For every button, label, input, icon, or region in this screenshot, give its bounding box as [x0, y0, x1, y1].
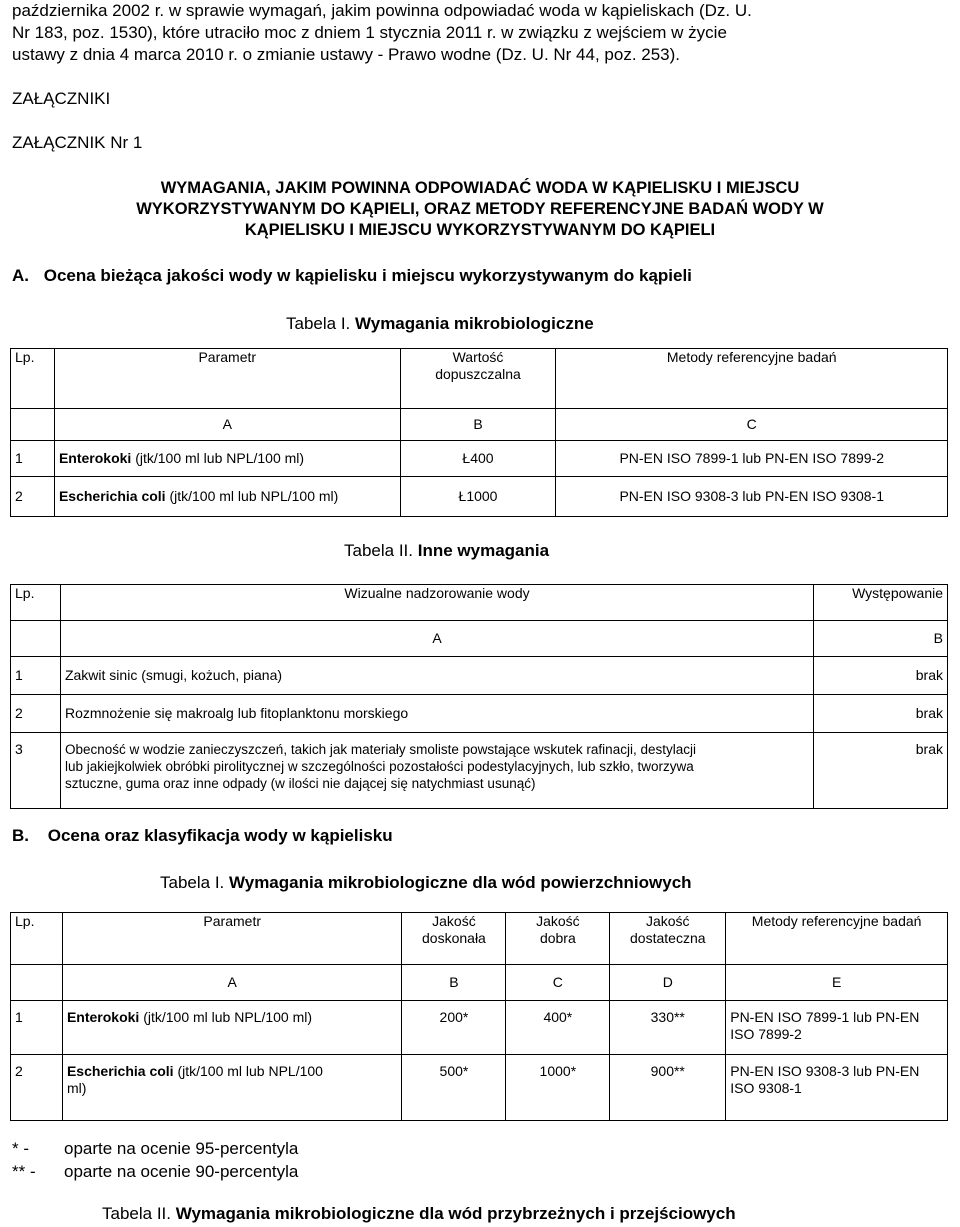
t3-r2-unit-l2: ml)	[66, 1080, 87, 1096]
t2-r2-text: Rozmnożenie się makroalg lub fitoplanktonu morskiego	[60, 695, 813, 733]
t3-r1-method-l1: PN-EN ISO 7899-1 lub PN-EN	[730, 1009, 920, 1025]
t3-r2-name: Escherichia coli	[66, 1063, 174, 1079]
t1-letter-blank	[11, 409, 55, 441]
t1-letter-a: A	[54, 409, 400, 441]
table-row	[11, 657, 948, 695]
t2-r3-lp: 3	[11, 733, 61, 809]
t2-header-lp: Lp.	[11, 585, 61, 621]
table-wody-powierzchniowe	[10, 912, 948, 1121]
t2-header-visual: Wizualne nadzorowanie wody	[60, 585, 813, 621]
t2-r3-text-l1: Obecność w wodzie zanieczyszczeń, takich jak materiały smoliste powstające wskutek rafinacji, destylacji	[64, 742, 696, 757]
footnote-1-mark: * -	[12, 1139, 29, 1158]
heading-zalaczniki: ZAŁĄCZNIKI	[12, 89, 111, 108]
t3-letter-a: A	[62, 965, 402, 1001]
t3-header-j3-l2: dostateczna	[630, 930, 706, 946]
t1-header-value	[400, 349, 556, 409]
t3-header-j1-l1: Jakość	[432, 913, 476, 929]
table-mikrobiologiczne	[10, 348, 948, 517]
t3-r1-unit: (jtk/100 ml lub NPL/100 ml)	[143, 1009, 313, 1025]
footnote-2-mark: ** -	[12, 1162, 36, 1181]
intro-line-3: ustawy z dnia 4 marca 2010 r. o zmianie ustawy - Prawo wodne (Dz. U. Nr 44, poz. 253).	[12, 45, 681, 64]
t3-r2-method	[726, 1055, 948, 1121]
t3-r1-method	[726, 1001, 948, 1055]
section-a-letter: A.	[12, 266, 29, 285]
t1-r2-value: Ł1000	[400, 477, 556, 517]
table-row	[11, 695, 948, 733]
t3-r1-v3: 330**	[610, 1001, 726, 1055]
table3-caption	[160, 873, 692, 893]
table-row	[11, 733, 948, 809]
table-inne-wymagania	[10, 584, 948, 809]
t3-header-param: Parametr	[62, 913, 402, 965]
t1-r1-param	[54, 441, 400, 477]
t3-r1-param	[62, 1001, 402, 1055]
t3-r2-method-l1: PN-EN ISO 9308-3 lub PN-EN	[730, 1063, 920, 1079]
footnotes	[12, 1137, 298, 1183]
t3-letter-b: B	[402, 965, 506, 1001]
table4-caption-prefix: Tabela II.	[102, 1204, 171, 1223]
t3-r2-lp: 2	[11, 1055, 63, 1121]
table-row	[11, 1001, 948, 1055]
t1-header-value-l1: Wartość	[452, 349, 504, 365]
t3-letter-c: C	[506, 965, 610, 1001]
t1-r1-unit: (jtk/100 ml lub NPL/100 ml)	[135, 450, 305, 466]
section-a-heading	[12, 266, 692, 286]
t3-r2-method-l2: ISO 9308-1	[730, 1080, 802, 1096]
footnote-2-text: oparte na ocenie 90-percentyla	[64, 1162, 299, 1181]
t1-r2-unit: (jtk/100 ml lub NPL/100 ml)	[169, 488, 339, 504]
table2-caption-title: Inne wymagania	[417, 541, 550, 560]
section-b-title: Ocena oraz klasyfikacja wody w kąpielisku	[47, 826, 393, 845]
t1-r1-method: PN-EN ISO 7899-1 lub PN-EN ISO 7899-2	[556, 441, 948, 477]
t2-r2-lp: 2	[11, 695, 61, 733]
table1-caption-title: Wymagania mikrobiologiczne	[355, 314, 594, 333]
t2-letter-blank	[11, 621, 61, 657]
table2-caption-prefix: Tabela II.	[344, 541, 413, 560]
section-b-heading	[12, 826, 393, 846]
t1-r2-method: PN-EN ISO 9308-3 lub PN-EN ISO 9308-1	[556, 477, 948, 517]
intro-line-2: Nr 183, poz. 1530), które utraciło moc z dniem 1 stycznia 2011 r. w związku z wejściem w życie	[12, 23, 727, 42]
t2-r1-text: Zakwit sinic (smugi, kożuch, piana)	[60, 657, 813, 695]
t3-header-j1	[402, 913, 506, 965]
t3-header-j3	[610, 913, 726, 965]
t1-r1-value: Ł400	[400, 441, 556, 477]
t2-header-occurrence: Występowanie	[814, 585, 948, 621]
t3-header-methods: Metody referencyjne badań	[726, 913, 948, 965]
t3-r2-v3: 900**	[610, 1055, 726, 1121]
t2-r3-text-l3: sztuczne, guma oraz inne odpady (w ilości nie dającej się natychmiast usunąć)	[64, 776, 536, 791]
t3-header-j3-l1: Jakość	[645, 913, 690, 929]
t2-letter-a: A	[60, 621, 813, 657]
t1-letter-c: C	[556, 409, 948, 441]
table4-caption	[102, 1204, 736, 1224]
intro-line-1: października 2002 r. w sprawie wymagań, jakim powinna odpowiadać woda w kąpieliskach (Dz. U.	[12, 1, 752, 20]
document-title	[0, 178, 960, 241]
t3-r1-name: Enterokoki	[66, 1009, 140, 1025]
heading-zalacznik-nr-1: ZAŁĄCZNIK Nr 1	[12, 133, 143, 152]
table3-caption-prefix: Tabela I.	[160, 873, 225, 892]
table-row	[11, 441, 948, 477]
t3-header-j2-l1: Jakość	[536, 913, 580, 929]
t3-r1-v1: 200*	[402, 1001, 506, 1055]
t3-r2-param	[62, 1055, 402, 1121]
t1-header-value-l2: dopuszczalna	[435, 366, 521, 382]
t3-r1-method-l2: ISO 7899-2	[730, 1026, 802, 1042]
table1-caption-prefix: Tabela I.	[286, 314, 351, 333]
t3-letter-blank	[11, 965, 63, 1001]
table-row	[11, 1055, 948, 1121]
t3-r2-v1: 500*	[402, 1055, 506, 1121]
t1-r2-lp: 2	[11, 477, 55, 517]
intro-paragraph	[12, 0, 948, 66]
section-b-letter: B.	[12, 826, 29, 845]
t2-r2-value: brak	[814, 695, 948, 733]
t2-r3-text-l2: lub jakiejkolwiek obróbki pirolitycznej w szczególności pozostałości podestylacyjnych, lub szkło, tworzywa	[64, 759, 694, 774]
t1-letter-b: B	[400, 409, 556, 441]
t1-r1-lp: 1	[11, 441, 55, 477]
t2-r3-value: brak	[814, 733, 948, 809]
table-row	[11, 477, 948, 517]
t1-r2-param	[54, 477, 400, 517]
title-line-1: WYMAGANIA, JAKIM POWINNA ODPOWIADAĆ WODA W KĄPIELISKU I MIEJSCU	[160, 179, 800, 197]
section-a-title: Ocena bieżąca jakości wody w kąpielisku i miejscu wykorzystywanym do kąpieli	[43, 266, 692, 285]
title-line-2: WYKORZYSTYWANYM DO KĄPIELI, ORAZ METODY REFERENCYJNE BADAŃ WODY W	[136, 200, 824, 218]
t3-r2-unit: (jtk/100 ml lub NPL/100	[177, 1063, 323, 1079]
t3-letter-e: E	[726, 965, 948, 1001]
t3-r1-lp: 1	[11, 1001, 63, 1055]
t3-header-lp: Lp.	[11, 913, 63, 965]
t2-r1-lp: 1	[11, 657, 61, 695]
t1-header-lp: Lp.	[11, 349, 55, 409]
table4-caption-title: Wymagania mikrobiologiczne dla wód przybrzeżnych i przejściowych	[175, 1204, 736, 1223]
title-line-3: KĄPIELISKU I MIEJSCU WYKORZYSTYWANYM DO KĄPIELI	[244, 221, 716, 239]
t1-r1-name: Enterokoki	[58, 450, 132, 466]
footnote-1-text: oparte na ocenie 95-percentyla	[64, 1139, 299, 1158]
t3-r2-v2: 1000*	[506, 1055, 610, 1121]
t2-letter-b: B	[814, 621, 948, 657]
t2-r1-value: brak	[814, 657, 948, 695]
t3-header-j1-l2: doskonała	[422, 930, 486, 946]
footnote-1	[12, 1137, 298, 1160]
t1-r2-name: Escherichia coli	[58, 488, 166, 504]
t1-header-methods: Metody referencyjne badań	[556, 349, 948, 409]
t3-letter-d: D	[610, 965, 726, 1001]
t3-header-j2-l2: dobra	[539, 930, 576, 946]
table3-caption-title: Wymagania mikrobiologiczne dla wód powierzchniowych	[229, 873, 692, 892]
t3-r1-v2: 400*	[506, 1001, 610, 1055]
table2-caption	[344, 541, 549, 561]
t2-r3-text	[60, 733, 813, 809]
table1-caption	[286, 314, 594, 334]
t3-header-j2	[506, 913, 610, 965]
t1-header-param: Parametr	[54, 349, 400, 409]
footnote-2	[12, 1160, 298, 1183]
